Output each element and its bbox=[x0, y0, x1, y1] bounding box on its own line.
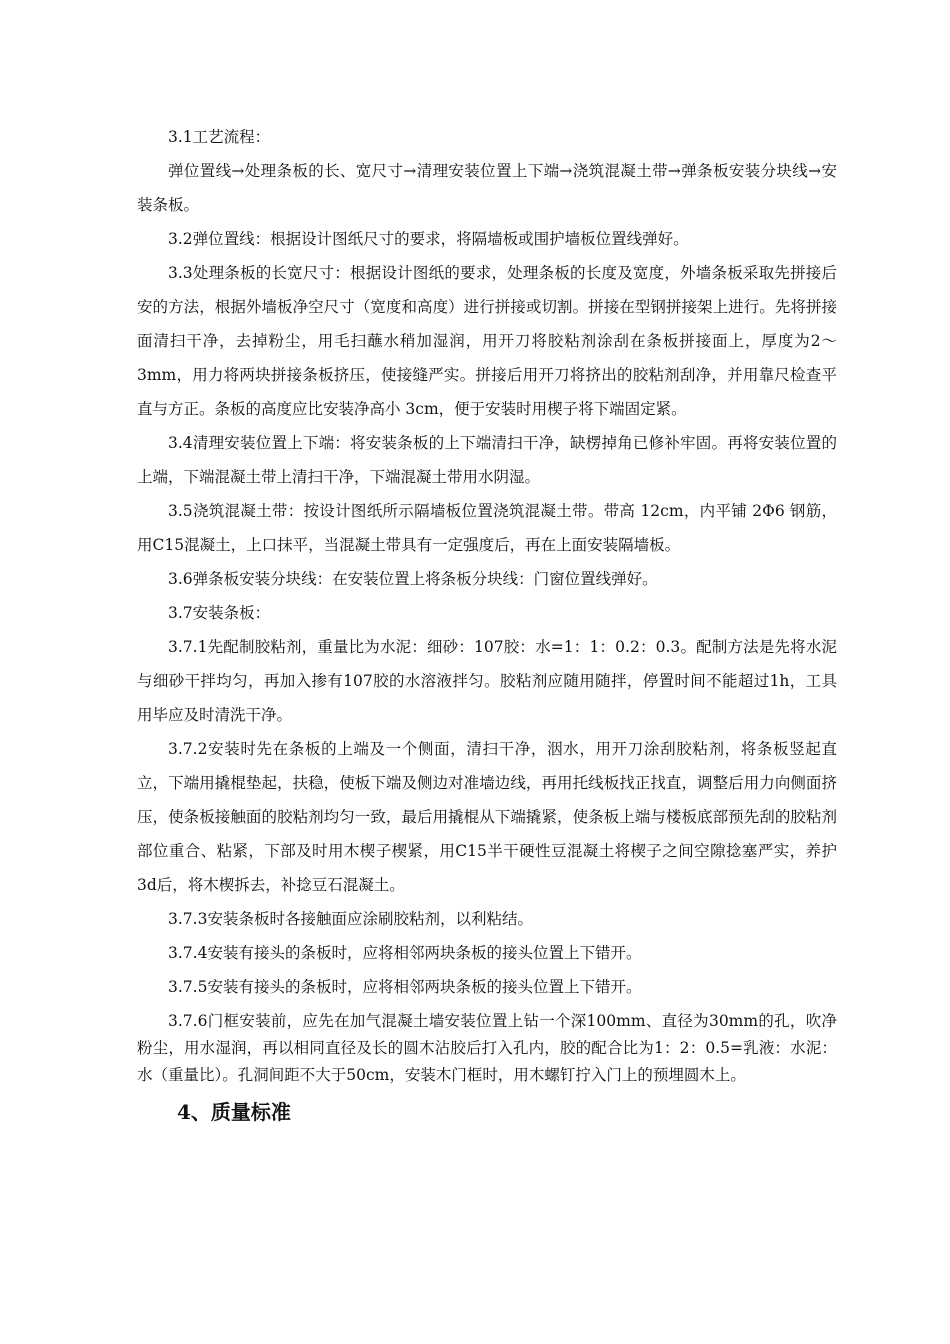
section-3-7-2: 3.7.2安装时先在条板的上端及一个侧面，清扫干净，洇水，用开刀涂刮胶粘剂，将条板竖起直立，下端用撬棍垫起，扶稳，使板下端及侧边对准墙边线，再用托线板找正找直，调整后用力向侧面挤压，使条板接触面的胶粘剂均匀一致，最后用撬棍从下端撬紧，使条板上端与楼板底部预先刮的胶粘剂部位重合、粘紧，下部及时用木楔子楔紧，用C15半干硬性豆混凝土将楔子之间空隙捻塞严实，养护3d后，将木楔拆去，补捻豆石混凝土。 bbox=[137, 740, 837, 894]
section-3-7-1: 3.7.1先配制胶粘剂，重量比为水泥：细砂：107胶：水=1：1：0.2：0.3。配制方法是先将水泥与细砂干拌均匀，再加入掺有107胶的水溶液拌匀。胶粘剂应随用随拌，停置时间不能超过1h，工具用毕应及时清洗干净。 bbox=[137, 638, 837, 724]
section-3-7-6: 3.7.6门框安装前，应先在加气混凝土墙安装位置上钻一个深100mm、直径为30mm的孔，吹净粉尘，用水湿润，再以相同直径及长的圆木沾胶后打入孔内，胶的配合比为1：2：0.5=乳液：水泥：水（重量比）。孔洞间距不大于50cm，安装木门框时，用木螺钉拧入门上的预埋圆木上。 bbox=[137, 1012, 837, 1084]
section-3-3: 3.3处理条板的长宽尺寸：根据设计图纸的要求，处理条板的长度及宽度，外墙条板采取先拼接后安的方法，根据外墙板净空尺寸（宽度和高度）进行拼接或切割。拼接在型钢拼接架上进行。先将拼接面清扫干净，去掉粉尘，用毛扫蘸水稍加湿润，用开刀将胶粘剂涂刮在条板拼接面上，厚度为2～3mm，用力将两块拼接条板挤压，使接缝严实。拼接后用开刀将挤出的胶粘剂刮净，并用靠尺检查平直与方正。条板的高度应比安装净高小 3cm，便于安装时用楔子将下端固定紧。 bbox=[137, 264, 837, 418]
heading-quality-standard: 4、质量标准 bbox=[177, 1100, 291, 1124]
section-3-7: 3.7安装条板： bbox=[168, 604, 271, 622]
document-body bbox=[137, 120, 837, 1129]
section-3-7-4: 3.7.4安装有接头的条板时，应将相邻两块条板的接头位置上下错开。 bbox=[168, 944, 642, 962]
section-3-1-title: 3.1工艺流程： bbox=[168, 128, 271, 146]
section-3-7-3: 3.7.3安装条板时各接触面应涂刷胶粘剂，以利粘结。 bbox=[168, 910, 533, 928]
section-3-7-5: 3.7.5安装有接头的条板时，应将相邻两块条板的接头位置上下错开。 bbox=[168, 978, 642, 996]
section-3-4: 3.4清理安装位置上下端：将安装条板的上下端清扫干净，缺楞掉角已修补牢固。再将安装位置的上端，下端混凝土带上清扫干净，下端混凝土带用水阴湿。 bbox=[137, 434, 837, 486]
section-3-2: 3.2弹位置线：根据设计图纸尺寸的要求，将隔墙板或围护墙板位置线弹好。 bbox=[168, 230, 689, 248]
section-3-6: 3.6弹条板安装分块线：在安装位置上将条板分块线：门窗位置线弹好。 bbox=[168, 570, 658, 588]
section-3-5: 3.5浇筑混凝土带：按设计图纸所示隔墙板位置浇筑混凝土带。带高 12cm，内平铺 2Φ6 钢筋，用C15混凝土，上口抹平，当混凝土带具有一定强度后，再在上面安装隔墙板。 bbox=[137, 502, 837, 554]
section-3-1-flow: 弹位置线→处理条板的长、宽尺寸→清理安装位置上下端→浇筑混凝土带→弹条板安装分块线→安装条板。 bbox=[137, 162, 837, 214]
